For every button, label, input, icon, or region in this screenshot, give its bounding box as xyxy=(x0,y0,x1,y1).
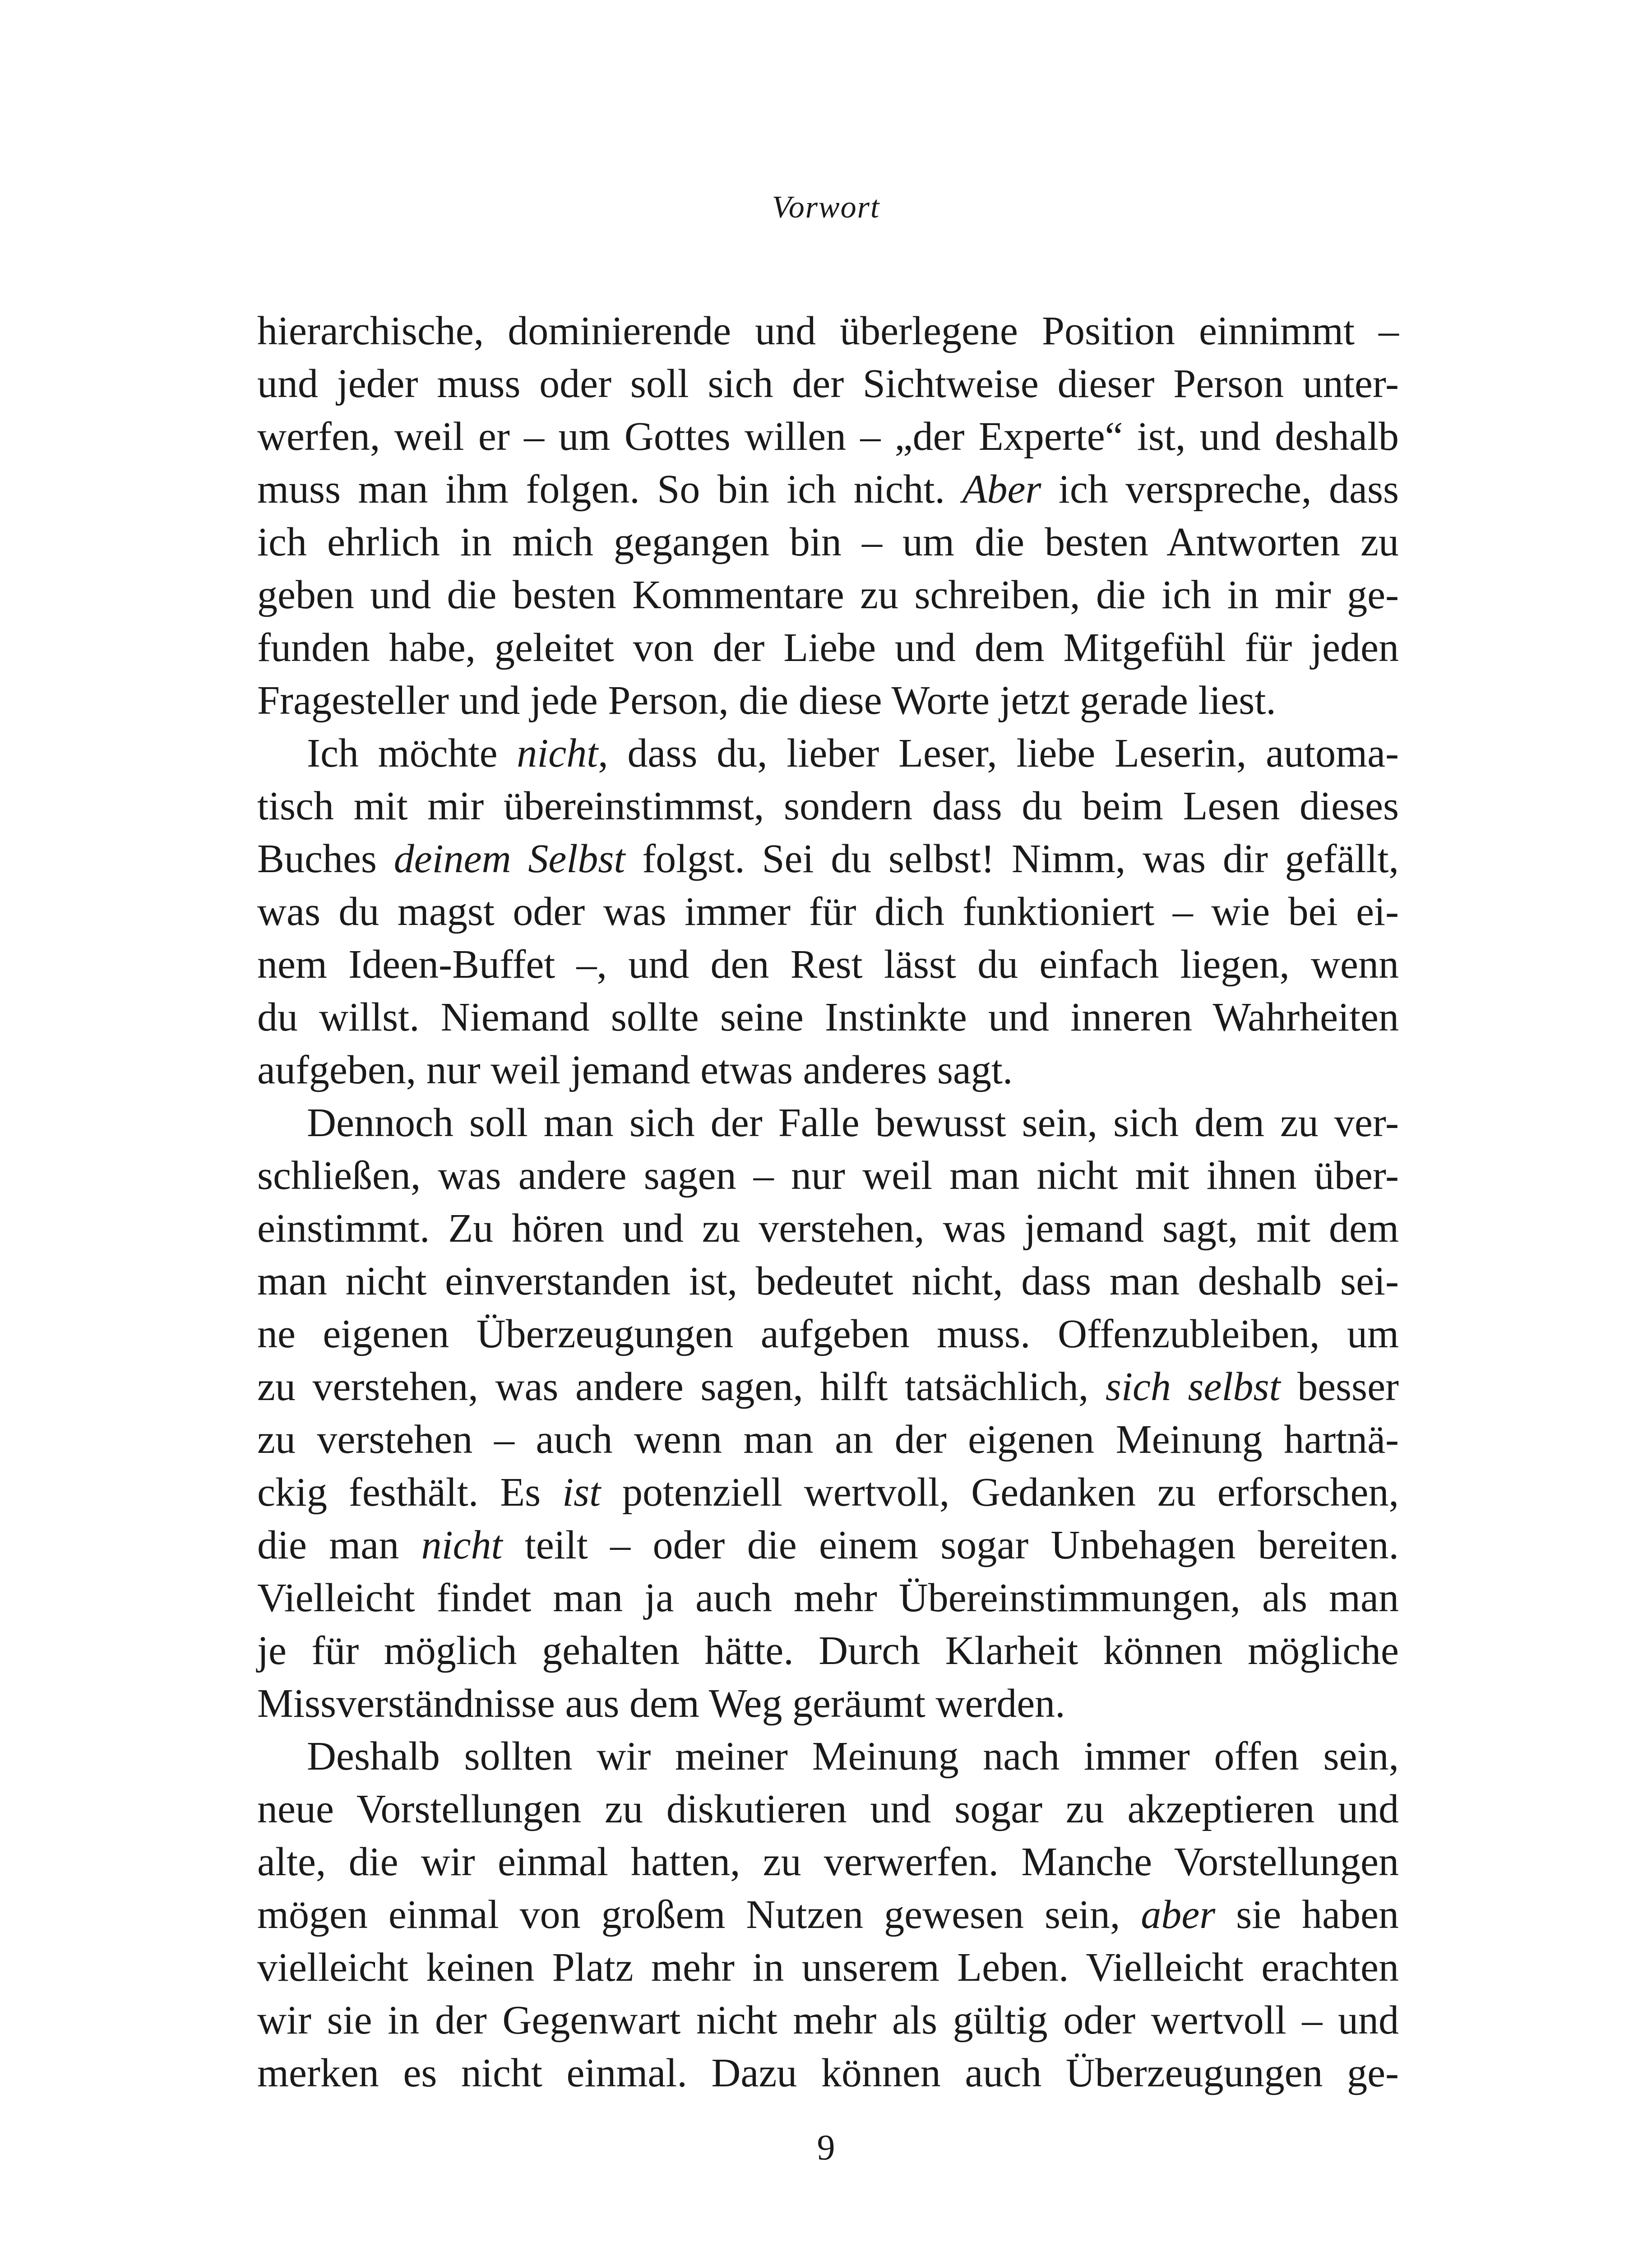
text-segment: zu verstehen – auch wenn man an der eigenen Meinung hartnä- xyxy=(257,1417,1399,1462)
text-segment: funden habe, geleitet von der Liebe und dem Mitgefühl für jeden xyxy=(257,625,1399,670)
text-line xyxy=(257,1835,1399,1888)
text-line xyxy=(257,938,1399,991)
text-segment: nem Ideen-Buffet –, und den Rest lässt du einfach liegen, wenn xyxy=(257,942,1399,987)
text-segment: Missverständnisse aus dem Weg geräumt werden. xyxy=(257,1681,1065,1726)
text-segment: was du magst oder was immer für dich funktioniert – wie bei ei- xyxy=(257,889,1399,934)
text-line xyxy=(257,1730,1399,1783)
text-segment: Dennoch soll man sich der Falle bewusst sein, sich dem zu ver- xyxy=(307,1100,1399,1145)
text-line xyxy=(257,1044,1399,1096)
text-line xyxy=(257,1783,1399,1835)
text-segment: man nicht einverstanden ist, bedeutet nicht, dass man deshalb sei- xyxy=(257,1259,1399,1304)
text-line xyxy=(257,780,1399,832)
text-segment: mögen einmal von großem Nutzen gewesen sein, xyxy=(257,1892,1141,1937)
text-line xyxy=(257,1572,1399,1624)
text-segment: die man xyxy=(257,1523,421,1567)
text-segment: ich verspreche, dass xyxy=(1041,467,1399,512)
text-line xyxy=(257,305,1399,357)
text-segment: potenziell wertvoll, Gedanken zu erforschen, xyxy=(601,1470,1399,1515)
text-segment: neue Vorstellungen zu diskutieren und sogar zu akzeptieren und xyxy=(257,1787,1399,1831)
text-segment: du willst. Niemand sollte seine Instinkte und inneren Wahrheiten xyxy=(257,995,1399,1040)
text-segment: einstimmt. Zu hören und zu verstehen, was jemand sagt, mit dem xyxy=(257,1206,1399,1251)
text-segment: werfen, weil er – um Gottes willen – „der Experte“ ist, und deshalb xyxy=(257,414,1399,459)
text-line xyxy=(257,1202,1399,1255)
text-line xyxy=(257,1677,1399,1730)
emphasis-text: deinem Selbst xyxy=(393,837,625,881)
text-segment: Vielleicht findet man ja auch mehr Übereinstimmungen, als man xyxy=(257,1576,1399,1620)
text-segment: Deshalb sollten wir meiner Meinung nach immer offen sein, xyxy=(307,1734,1399,1779)
page-number: 9 xyxy=(817,2128,835,2168)
text-line xyxy=(257,1308,1399,1360)
text-segment: Fragesteller und jede Person, die diese Worte jetzt gerade liest. xyxy=(257,678,1276,723)
text-line xyxy=(257,1096,1399,1149)
text-segment: zu verstehen, was andere sagen, hilft tatsächlich, xyxy=(257,1364,1106,1409)
text-line xyxy=(257,2047,1399,2099)
text-line xyxy=(257,1888,1399,1941)
emphasis-text: Aber xyxy=(962,467,1041,512)
text-line xyxy=(257,1149,1399,1202)
emphasis-text: sich selbst xyxy=(1105,1364,1281,1409)
emphasis-text: nicht xyxy=(517,731,598,776)
text-segment: schließen, was andere sagen – nur weil man nicht mit ihnen über- xyxy=(257,1153,1399,1198)
text-segment: geben und die besten Kommentare zu schreiben, die ich in mir ge- xyxy=(257,573,1399,617)
text-segment: folgst. Sei du selbst! Nimm, was dir gefällt, xyxy=(625,837,1399,881)
text-line xyxy=(257,1941,1399,1994)
body-text xyxy=(257,305,1399,2099)
text-line xyxy=(257,832,1399,885)
text-line xyxy=(257,885,1399,938)
text-line xyxy=(257,1466,1399,1519)
emphasis-text: nicht xyxy=(421,1523,503,1567)
text-segment: muss man ihm folgen. So bin ich nicht. xyxy=(257,467,963,512)
text-line xyxy=(257,357,1399,410)
text-segment: besser xyxy=(1280,1364,1399,1409)
text-line xyxy=(257,1255,1399,1308)
text-line xyxy=(257,621,1399,674)
text-line xyxy=(257,410,1399,463)
text-line xyxy=(257,1624,1399,1677)
text-line xyxy=(257,516,1399,569)
text-segment: hierarchische, dominierende und überlegene Position einnimmt – xyxy=(257,309,1399,353)
text-segment: vielleicht keinen Platz mehr in unserem Leben. Vielleicht erachten xyxy=(257,1945,1399,1990)
text-line xyxy=(257,569,1399,621)
text-line xyxy=(257,991,1399,1044)
text-segment: alte, die wir einmal hatten, zu verwerfen. Manche Vorstellungen xyxy=(257,1840,1399,1884)
text-segment: ckig festhält. Es xyxy=(257,1470,563,1515)
text-segment: ich ehrlich in mich gegangen bin – um die besten Antworten zu xyxy=(257,520,1399,564)
text-segment: und jeder muss oder soll sich der Sichtweise dieser Person unter- xyxy=(257,361,1399,406)
text-segment: ne eigenen Überzeugungen aufgeben muss. Offenzubleiben, um xyxy=(257,1312,1399,1356)
text-segment: je für möglich gehalten hätte. Durch Klarheit können mögliche xyxy=(257,1628,1399,1673)
text-segment: , dass du, lieber Leser, liebe Leserin, automa- xyxy=(598,731,1399,776)
running-head: Vorwort xyxy=(772,190,880,225)
text-line xyxy=(257,1994,1399,2047)
text-segment: merken es nicht einmal. Dazu können auch Überzeugungen ge- xyxy=(257,2051,1399,2095)
text-line xyxy=(257,1519,1399,1572)
text-line xyxy=(257,1360,1399,1413)
text-line xyxy=(257,674,1399,727)
text-line xyxy=(257,727,1399,780)
text-line xyxy=(257,1413,1399,1466)
text-segment: aufgeben, nur weil jemand etwas anderes sagt. xyxy=(257,1048,1013,1092)
text-segment: tisch mit mir übereinstimmst, sondern dass du beim Lesen dieses xyxy=(257,784,1399,828)
text-segment: Buches xyxy=(257,837,394,881)
text-segment: wir sie in der Gegenwart nicht mehr als gültig oder wertvoll – und xyxy=(257,1998,1399,2043)
text-line xyxy=(257,463,1399,516)
text-segment: Ich möchte xyxy=(307,731,517,776)
text-segment: teilt – oder die einem sogar Unbehagen bereiten. xyxy=(502,1523,1399,1567)
text-segment: sie haben xyxy=(1215,1892,1399,1937)
emphasis-text: aber xyxy=(1141,1892,1216,1937)
emphasis-text: ist xyxy=(562,1470,601,1515)
